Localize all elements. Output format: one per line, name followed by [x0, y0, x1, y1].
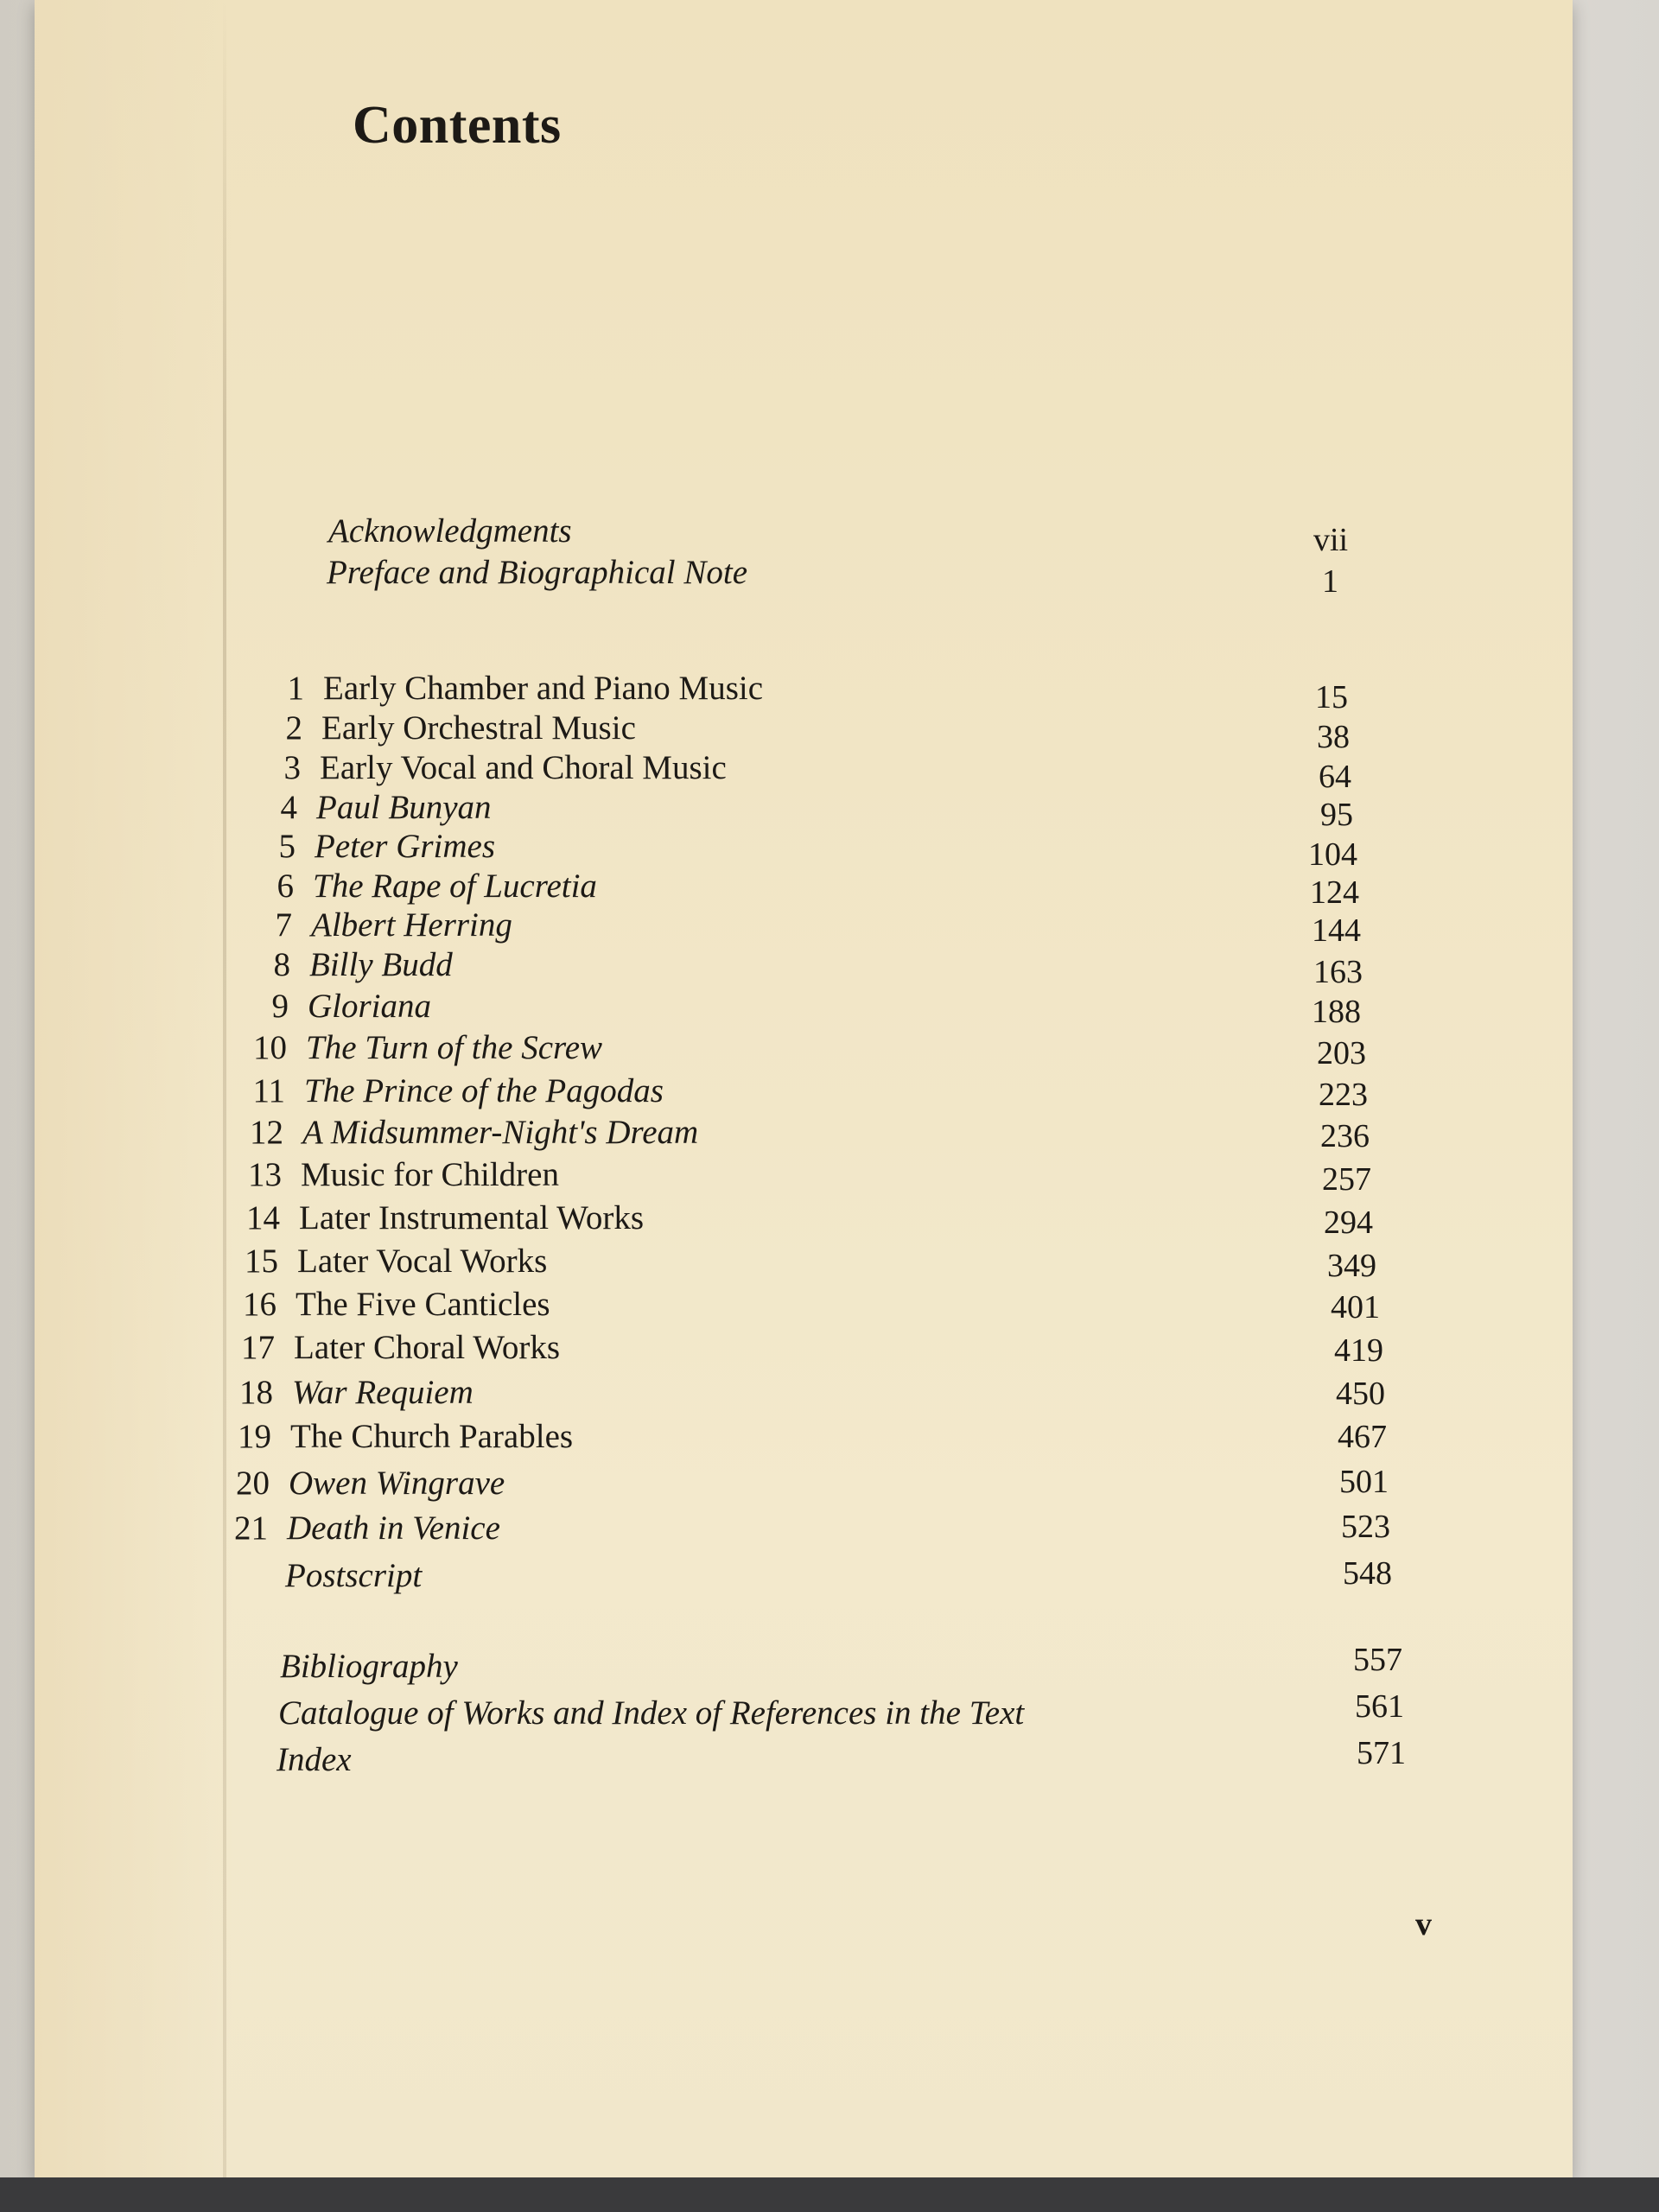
chapter-number: 13 — [248, 1156, 282, 1193]
chapter-title: Later Choral Works — [294, 1329, 561, 1366]
chapter-number: 6 — [276, 868, 294, 905]
chapter-page-number: 163 — [1313, 954, 1363, 990]
chapter-page-number: 203 — [1317, 1035, 1366, 1071]
chapter-title: Paul Bunyan — [316, 789, 492, 826]
chapter-entry — [285, 709, 636, 748]
chapter-title: Music for Children — [301, 1156, 559, 1193]
chapter-title: Gloriana — [308, 988, 432, 1025]
chapter-number: 8 — [273, 946, 290, 983]
back-matter-page-number: 557 — [1353, 1642, 1402, 1678]
chapter-page-number: 501 — [1339, 1464, 1389, 1500]
chapter-title: The Church Parables — [290, 1418, 574, 1455]
chapter-entry — [238, 1417, 574, 1457]
chapter-title: Later Vocal Works — [297, 1243, 548, 1280]
chapter-entry — [246, 1198, 645, 1238]
chapter-number: 14 — [246, 1199, 280, 1236]
chapter-entry — [278, 827, 496, 867]
chapter-page-number: 38 — [1317, 719, 1350, 755]
chapter-page-number: 257 — [1322, 1161, 1371, 1198]
back-matter-title: Catalogue of Works and Index of References in the Text — [278, 1694, 1025, 1732]
chapter-entry — [250, 1113, 699, 1153]
surface-edge — [0, 2177, 1659, 2212]
front-matter-page-number: 1 — [1322, 563, 1338, 600]
chapter-number: 16 — [243, 1286, 276, 1323]
chapter-entry — [287, 669, 764, 709]
chapter-title: Billy Budd — [309, 946, 453, 983]
chapter-page-number: 294 — [1324, 1205, 1373, 1241]
chapter-title: The Prince of the Pagodas — [304, 1072, 664, 1109]
chapter-number: 3 — [283, 749, 301, 786]
chapter-page-number: 95 — [1320, 797, 1353, 833]
chapter-entry — [239, 1373, 474, 1413]
chapter-title: Early Orchestral Music — [321, 709, 636, 747]
chapter-number: 15 — [245, 1243, 278, 1280]
chapter-number: 11 — [252, 1072, 285, 1109]
chapter-title: Albert Herring — [311, 906, 512, 944]
chapter-title: A Midsummer-Night's Dream — [302, 1114, 699, 1151]
chapter-number: 1 — [287, 670, 304, 707]
chapter-page-number: 64 — [1319, 759, 1351, 795]
chapter-title: Later Instrumental Works — [299, 1199, 645, 1236]
back-matter-entry — [280, 1647, 458, 1687]
chapter-number: 20 — [236, 1465, 270, 1502]
chapter-number: 19 — [238, 1418, 271, 1455]
chapter-title: Postscript — [285, 1557, 423, 1594]
chapter-entry — [285, 1556, 422, 1596]
table-of-contents — [35, 0, 1573, 2177]
chapter-title: Peter Grimes — [315, 828, 496, 865]
chapter-entry — [236, 1464, 505, 1503]
chapter-title: The Turn of the Screw — [306, 1029, 603, 1066]
chapter-number: 18 — [239, 1374, 273, 1411]
page-folio: v — [1415, 1906, 1432, 1942]
chapter-entry — [248, 1155, 559, 1195]
chapter-entry — [234, 1509, 500, 1548]
chapter-number: 12 — [250, 1114, 283, 1151]
chapter-number: 5 — [278, 828, 296, 865]
back-matter-entry — [278, 1694, 1024, 1733]
chapter-title: Death in Venice — [287, 1510, 500, 1547]
chapter-title: Early Vocal and Choral Music — [320, 749, 727, 786]
chapter-page-number: 467 — [1338, 1419, 1387, 1455]
chapter-title: Early Chamber and Piano Music — [323, 670, 764, 707]
chapter-page-number: 188 — [1312, 994, 1361, 1030]
chapter-entry — [245, 1242, 548, 1281]
chapter-page-number: 419 — [1334, 1332, 1383, 1369]
back-matter-page-number: 561 — [1355, 1688, 1404, 1725]
chapter-entry — [273, 945, 453, 985]
chapter-title: The Five Canticles — [296, 1286, 550, 1323]
front-matter-entry — [327, 553, 747, 593]
chapter-number: 9 — [271, 988, 289, 1025]
chapter-number: 2 — [285, 709, 302, 747]
chapter-number: 21 — [234, 1510, 268, 1547]
chapter-number: 7 — [275, 906, 292, 944]
book-page — [35, 0, 1573, 2177]
chapter-page-number: 548 — [1343, 1555, 1392, 1592]
chapter-title: Owen Wingrave — [289, 1465, 505, 1502]
chapter-entry — [253, 1028, 603, 1068]
chapter-entry — [283, 748, 727, 788]
front-matter-title: Acknowledgments — [328, 512, 572, 550]
chapter-entry — [271, 987, 432, 1027]
chapter-entry — [252, 1071, 664, 1111]
chapter-entry — [243, 1285, 550, 1325]
chapter-entry — [280, 788, 492, 828]
page-title: Contents — [353, 96, 562, 155]
chapter-page-number: 124 — [1310, 874, 1359, 911]
chapter-page-number: 523 — [1341, 1509, 1390, 1545]
back-matter-title: Index — [276, 1741, 352, 1778]
chapter-number: 10 — [253, 1029, 287, 1066]
chapter-page-number: 401 — [1331, 1289, 1380, 1325]
chapter-page-number: 15 — [1315, 679, 1348, 715]
chapter-number: 4 — [280, 789, 297, 826]
chapter-entry — [275, 906, 512, 945]
chapter-entry — [241, 1328, 561, 1368]
front-matter-title: Preface and Biographical Note — [327, 554, 748, 591]
chapter-title: War Requiem — [292, 1374, 474, 1411]
chapter-number: 17 — [241, 1329, 275, 1366]
chapter-title: The Rape of Lucretia — [313, 868, 597, 905]
chapter-page-number: 144 — [1312, 912, 1361, 949]
chapter-page-number: 349 — [1327, 1248, 1376, 1284]
back-matter-title: Bibliography — [280, 1648, 458, 1685]
chapter-page-number: 236 — [1320, 1118, 1370, 1154]
front-matter-entry — [328, 512, 572, 551]
chapter-page-number: 104 — [1308, 836, 1357, 873]
front-matter-page-number: vii — [1313, 522, 1349, 558]
chapter-page-number: 450 — [1336, 1376, 1385, 1412]
chapter-page-number: 223 — [1319, 1077, 1368, 1113]
back-matter-page-number: 571 — [1357, 1735, 1406, 1771]
chapter-entry — [276, 867, 597, 906]
back-matter-entry — [276, 1740, 352, 1780]
